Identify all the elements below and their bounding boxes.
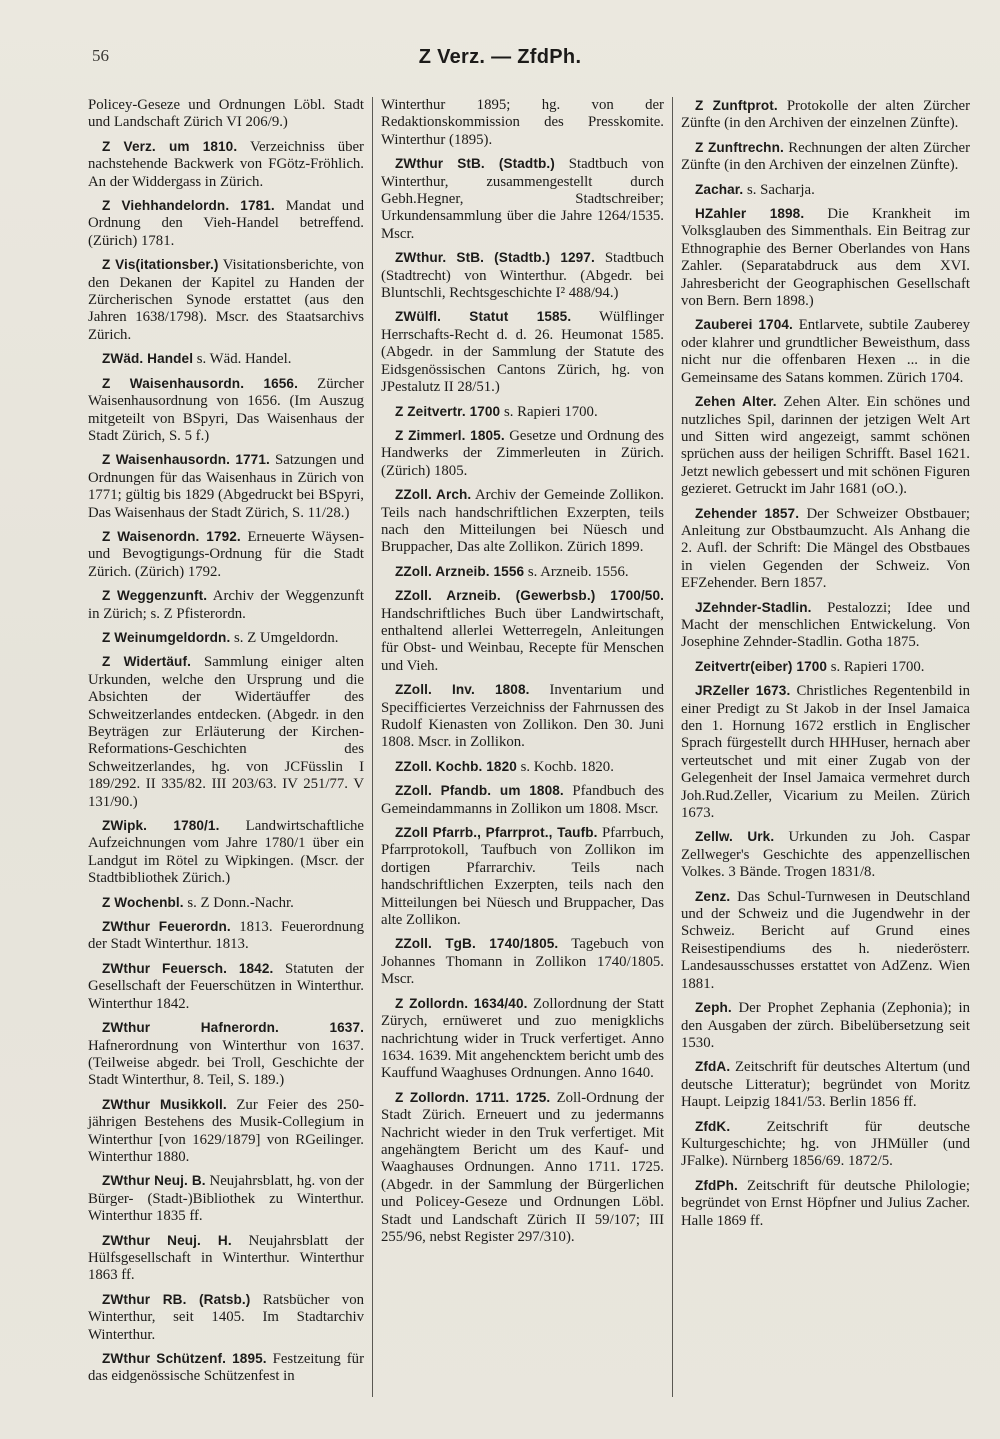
column-rule bbox=[672, 97, 673, 1397]
dictionary-entry bbox=[381, 308, 664, 396]
entry-headword: ZfdK. bbox=[695, 1118, 731, 1134]
entry-text: Die Krankheit im Volksglauben des Simmenthals. Ein Beitrag zur Ethnographie des Berner Oberlandes von Hans Zahler. (Separatabdruck aus dem XVI. Jahresbericht der Geographischen Gesellschaft von Bern. Bern 1898.) bbox=[681, 206, 970, 310]
column-2 bbox=[381, 97, 664, 1397]
dictionary-entry bbox=[381, 587, 664, 675]
entry-headword: Z Zunftrechn. bbox=[695, 139, 784, 155]
entry-text: s. Kochb. 1820. bbox=[520, 758, 614, 775]
dictionary-entry bbox=[381, 249, 664, 302]
dictionary-entry bbox=[88, 960, 364, 1013]
entry-text: Zeitschrift für deutsche Philologie; begründet von Ernst Höpfner und Julius Zacher. Halle 1869 ff. bbox=[681, 1177, 970, 1229]
entry-text: Verzeichniss über nachstehende Backwerk von FGötz-Fröhlich. An der Widdergass in Zürich. bbox=[88, 138, 364, 190]
column-3 bbox=[681, 97, 970, 1397]
entry-text: Archiv der Gemeinde Zollikon. Teils nach handschriftlichen Exzerpten, teils nach den Mitteilungen bei Nüesch und Bruppacher, Das alte Zollikon. Zürich 1899. bbox=[381, 487, 664, 556]
entry-headword: Z Weinumgeldordn. bbox=[102, 629, 231, 645]
entry-text: Zeitschrift für deutsche Kulturgeschichte; hg. von JHMüller (und JFalke). Nürnberg 1856/69. 1872/5. bbox=[681, 1118, 970, 1170]
dictionary-entry bbox=[681, 658, 970, 676]
dictionary-entry bbox=[381, 758, 664, 776]
dictionary-entry bbox=[681, 682, 970, 822]
dictionary-entry bbox=[681, 828, 970, 881]
dictionary-entry bbox=[88, 894, 364, 912]
entry-headword: Zauberei 1704. bbox=[695, 317, 793, 333]
entry-text: s. Rapieri 1700. bbox=[830, 658, 925, 675]
entry-headword: Z Zollordn. 1711. 1725. bbox=[395, 1089, 551, 1105]
entry-headword: Z Zollordn. 1634/40. bbox=[395, 995, 528, 1011]
entry-headword: Zehen Alter. bbox=[695, 394, 777, 410]
entry-text: Ratsbücher von Winterthur, seit 1405. Im Stadtarchiv Winterthur. bbox=[88, 1291, 364, 1343]
entry-headword: Z Viehhandelordn. 1781. bbox=[102, 198, 275, 214]
entry-text: Rechnungen der alten Zürcher Zünfte (in den Archiven der einzelnen Zünfte). bbox=[681, 139, 970, 174]
entry-text: Das Schul-Turnwesen in Deutschland und der Schweiz und die Jugendwehr in der Schweiz. Bericht auf Grund eines Reisestipendiums des h. niederösterr. Landesausschusses erstattet von AdZenz. Wien 1881. bbox=[681, 888, 971, 992]
entry-headword: ZWäd. Handel bbox=[102, 351, 194, 367]
entry-headword: ZfdPh. bbox=[695, 1177, 738, 1193]
entry-headword: ZfdA. bbox=[695, 1059, 731, 1075]
entry-text: Zur Feier des 250-jährigen Bestehens des Musik-Collegium in Winterthur [von 1629/1879] von RGeilinger. Winterthur 1880. bbox=[88, 1096, 364, 1165]
column-rule bbox=[372, 97, 373, 1397]
entry-text: 1813. Feuerordnung der Stadt Winterthur. 1813. bbox=[88, 919, 364, 953]
dictionary-entry bbox=[681, 393, 970, 498]
dictionary-entry bbox=[88, 629, 364, 647]
dictionary-entry bbox=[681, 181, 970, 199]
entry-text: Zollordnung der Statt Zürych, ernüweret und zuo menigklichs nachrichtung wider in Truck verfertiget. Anno 1634. 1639. Mit angehencktem bericht umb des Kauffund Waaghuses Ordnungen. Anno 1640. bbox=[381, 995, 664, 1082]
entry-headword: ZWthur RB. (Ratsb.) bbox=[102, 1291, 251, 1307]
entry-headword: Z Widertäuf. bbox=[102, 654, 191, 670]
entry-headword: ZWthur StB. (Stadtb.) bbox=[395, 156, 555, 172]
columns bbox=[88, 97, 971, 1397]
dictionary-entry bbox=[381, 403, 664, 421]
dictionary-entry bbox=[88, 350, 364, 368]
entry-headword: Zenz. bbox=[695, 888, 731, 904]
dictionary-entry bbox=[381, 824, 664, 929]
entry-text: Visitationsberichte, von den Dekanen der Kapitel zu Handen der Zürcherischen Synode erstattet (aus den Jahren 1638/1798). Mscr. des Staatsarchivs Zürich. bbox=[88, 257, 364, 343]
page-number: 56 bbox=[92, 46, 109, 65]
dictionary-entry bbox=[88, 918, 364, 954]
entry-headword: ZZoll Pfarrb., Pfarrprot., Taufb. bbox=[395, 825, 598, 841]
entry-text: Zürcher Waisenhausordnung von 1656. (Im Auszug mitgeteilt von BSpyri, Das Waisenhaus der Stadt Zürich, S. 5 f.) bbox=[88, 375, 364, 444]
dictionary-entry bbox=[681, 1118, 970, 1171]
entry-text: Zoll-Ordnung der Stadt Zürich. Erneuert und zu jedermanns Nachricht wieder in den Truk verfertiget. Mit angehängtem Bericht um des Kauf- und Waaghauses Ordnungen. Anno 1711. 1725. (Abgedr. in der Sammlung der Bürgerlichen und Policey-Geseze und Ordnungen Löbl. Stadt und Landschaft Zürich II 59/107; III 255/96, nebst Register 297/310). bbox=[381, 1089, 664, 1245]
entry-headword: ZZoll. Pfandb. um 1808. bbox=[395, 783, 564, 799]
dictionary-entry bbox=[381, 563, 664, 581]
dictionary-entry bbox=[681, 316, 970, 387]
entry-text: Sammlung einiger alten Urkunden, welche den Ursprung und die Absichten der Widertäuffer des Schweitzerlandes entdecken. (Abgedr. in den Beyträgen zur Erläuterung der Kirchen-Reformations-Geschichten des Schweitzerlandes, hg. von JCFüsslin I 189/292. II 335/82. III 203/63. IV 251/77. V 131/90.) bbox=[88, 654, 364, 810]
entry-headword: Z Verz. um 1810. bbox=[102, 138, 238, 154]
dictionary-entry bbox=[681, 1058, 970, 1111]
entry-text: Satzungen und Ordnungen für das Waisenhaus in Zürich von 1771; gültig bis 1829 (Abgedruckt bei BSpyri, Das Waisenhaus der Stadt Zürich, S. 11/28.) bbox=[88, 452, 364, 521]
dictionary-entry bbox=[681, 97, 970, 133]
entry-headword: Z Zeitvertr. 1700 bbox=[395, 403, 501, 419]
dictionary-entry bbox=[681, 505, 970, 593]
entry-text: Der Prophet Zephania (Zephonia); in den Ausgaben der zürch. Bibelübersetzung seit 1530. bbox=[681, 1000, 970, 1051]
entry-text: Tagebuch von Johannes Thomann in Zollikon 1740/1805. Mscr. bbox=[381, 936, 664, 988]
entry-text: Handschriftliches Buch über Landwirtschaft, enthaltend allerlei Wetterregeln, Anleitungen für Obst- und Weinbau, Recepte für Menschen und Vieh. bbox=[381, 605, 664, 674]
entry-text: Wülflinger Herrschafts-Recht d. d. 26. Heumonat 1585. (Abgedr. in der Sammlung der Statute des Eidsgenössischen Cantons Zürich, hg. von JPestalutz II 28/51.) bbox=[381, 309, 664, 396]
entry-text: Urkunden zu Joh. Caspar Zellweger's Geschichte des appenzellischen Volkes. 3 Bände. Trogen 1831/8. bbox=[681, 829, 970, 881]
dictionary-entry bbox=[88, 97, 364, 132]
dictionary-entry bbox=[88, 1172, 364, 1225]
entry-text: Erneuerte Wäysen- und Bevogtigungs-Ordnung für die Stadt Zürich. (Zürich) 1792. bbox=[88, 528, 365, 580]
entry-headword: ZWthur Neuj. H. bbox=[102, 1232, 232, 1248]
entry-headword: ZWthur Neuj. B. bbox=[102, 1173, 206, 1189]
entry-text: s. Sacharja. bbox=[747, 181, 815, 198]
entry-headword: Z Waisenordn. 1792. bbox=[102, 528, 241, 544]
entry-headword: Z Waisenhausordn. 1771. bbox=[102, 452, 270, 468]
entry-text: Landwirtschaftliche Aufzeichnungen vom Jahre 1780/1 über ein Landgut im Rötel zu Wipkingen. (Mscr. der Stadtbibliothek Zürich.) bbox=[88, 818, 364, 887]
dictionary-entry bbox=[381, 782, 664, 818]
entry-text: Zehen Alter. Ein schönes und nutzliches Spil, darinnen der jetzigen Welt Art und Sitten wird angezeigt, sammt schönen sprüchen auss der heiligen Schrifft. Basel 1621. Jetzt newlich gebessert und mit schönen Figuren gezieret. Getruckt im Jahr 1681 (oO.). bbox=[681, 394, 970, 498]
entry-text: Archiv der Weggenzunft in Zürich; s. Z Pfisterordn. bbox=[88, 588, 364, 622]
dictionary-entry bbox=[381, 155, 664, 243]
entry-text: Christliches Regentenbild in einer Predigt zu St Jakob in der Insel Jamaica den 1. Hornung 1672 erstlich in Englischer Sprach fürgestellt durch HHHuser, hernach aber verteutschet und mit einer Zugab von der Gelegenheit der Insel Jamaica vermehret durch Joh.Rud.Zeller, Vicarium zu Meilen. Zürich 1673. bbox=[681, 683, 970, 822]
entry-text: Protokolle der alten Zürcher Zünfte (in den Archiven der einzelnen Zünfte). bbox=[681, 98, 971, 132]
entry-text: Festzeitung für das eidgenössische Schützenfest in bbox=[88, 1351, 365, 1385]
entry-headword: JZehnder-Stadlin. bbox=[695, 599, 812, 615]
dictionary-entry bbox=[381, 995, 664, 1083]
entry-text: Stadtbuch (Stadtrecht) von Winterthur. (Abgedr. bei Bluntschli, Rechtsgeschichte I² 488/94.) bbox=[381, 250, 664, 302]
entry-text: Winterthur 1895; hg. von der Redaktionskommission des Presskomite. Winterthur (1895). bbox=[381, 97, 664, 148]
dictionary-entry bbox=[88, 1232, 364, 1285]
entry-text: Inventarium und Specifficiertes Verzeichniss der Fahrnussen des Rudolf Kienasten von Zollikon. Den 30. Juni 1808. Mscr. in Zollikon. bbox=[381, 682, 664, 751]
entry-headword: Z Waisenhausordn. 1656. bbox=[102, 375, 298, 391]
entry-text: Mandat und Ordnung den Vieh-Handel betreffend. (Zürich) 1781. bbox=[88, 198, 364, 249]
dictionary-entry bbox=[88, 587, 364, 623]
entry-text: Stadtbuch von Winterthur, zusammengestellt durch Gebh.Hegner, Stadtschreiber; Urkundensammlung über die Jahre 1264/1535. Mscr. bbox=[381, 156, 664, 242]
entry-headword: HZahler 1898. bbox=[695, 206, 805, 222]
dictionary-entry bbox=[88, 1019, 364, 1090]
entry-text: s. Z Umgeldordn. bbox=[234, 629, 339, 646]
entry-headword: Zehender 1857. bbox=[695, 505, 800, 521]
entry-text: Statuten der Gesellschaft der Feuerschützen in Winterthur. Winterthur 1842. bbox=[88, 960, 364, 1012]
entry-text: Pfandbuch des Gemeindammanns in Zollikon um 1808. Mscr. bbox=[381, 783, 664, 817]
dictionary-entry bbox=[681, 888, 970, 993]
entry-headword: ZWthur Feuerordn. bbox=[102, 919, 231, 935]
entry-text: s. Z Donn.-Nachr. bbox=[187, 894, 294, 911]
entry-headword: Z Wochenbl. bbox=[102, 894, 184, 910]
entry-headword: ZWthur Schützenf. 1895. bbox=[102, 1351, 267, 1366]
entry-text: Gesetze und Ordnung des Handwerks der Zimmerleuten in Zürich. (Zürich) 1805. bbox=[381, 427, 664, 479]
entry-headword: ZZoll. Arch. bbox=[395, 487, 472, 503]
entry-text: Policey-Geseze und Ordnungen Löbl. Stadt und Landschaft Zürich VI 206/9.) bbox=[88, 97, 364, 131]
entry-text: s. Arzneib. 1556. bbox=[527, 563, 629, 580]
entry-text: Neujahrsblatt der Hülfsgesellschaft in Winterthur. Winterthur 1863 ff. bbox=[88, 1232, 365, 1284]
entry-headword: Z Vis(itationsber.) bbox=[102, 257, 219, 273]
entry-text: s. Wäd. Handel. bbox=[196, 351, 292, 368]
entry-headword: Z Zimmerl. 1805. bbox=[395, 427, 505, 443]
dictionary-entry bbox=[381, 935, 664, 988]
dictionary-entry bbox=[88, 817, 364, 888]
dictionary-entry bbox=[88, 1350, 364, 1386]
dictionary-entry bbox=[88, 256, 364, 344]
entry-headword: Zeph. bbox=[695, 1000, 732, 1016]
entry-headword: ZWthur Feuersch. 1842. bbox=[102, 960, 274, 976]
entry-headword: ZZoll. Arzneib. (Gewerbsb.) 1700/50. bbox=[395, 588, 664, 604]
dictionary-entry bbox=[681, 205, 970, 310]
entry-headword: Zachar. bbox=[695, 181, 744, 197]
entry-text: Der Schweizer Obstbauer; Anleitung zur Obstbaumzucht. Als Anhang die 2. Aufl. der Schrift: Die Mängel des Obstbaues in vielen Gegenden der Schweiz. Von EFZehender. Bern 1857. bbox=[681, 505, 970, 592]
dictionary-entry bbox=[381, 97, 664, 149]
dictionary-entry bbox=[381, 427, 664, 480]
entry-headword: ZZoll. Inv. 1808. bbox=[395, 682, 530, 698]
entry-headword: Z Zunftprot. bbox=[695, 98, 778, 113]
dictionary-entry bbox=[381, 681, 664, 752]
entry-text: s. Rapieri 1700. bbox=[503, 403, 598, 420]
entry-text: Entlarvete, subtile Zauberey oder klahrer und grundtlicher Beweisthum, dass nicht nur die offenbaren Hexen ... in die Gemeinsame des Satans kommen. Zürich 1704. bbox=[681, 317, 971, 386]
entry-text: Hafnerordnung von Winterthur von 1637. (Teilweise abgedr. bei Troll, Geschichte der Stadt Winterthur, 8. Teil, S. 189.) bbox=[88, 1037, 364, 1089]
dictionary-entry bbox=[381, 1089, 664, 1247]
dictionary-entry bbox=[681, 999, 970, 1052]
dictionary-entry bbox=[381, 486, 664, 557]
dictionary-entry bbox=[88, 197, 364, 250]
entry-headword: ZZoll. TgB. 1740/1805. bbox=[395, 936, 559, 952]
dictionary-entry bbox=[88, 528, 364, 581]
entry-headword: ZWthur Musikkoll. bbox=[102, 1096, 227, 1112]
entry-headword: ZWthur. StB. (Stadtb.) 1297. bbox=[395, 250, 595, 266]
entry-headword: ZWthur Hafnerordn. 1637. bbox=[102, 1020, 364, 1036]
entry-text: Pestalozzi; Idee und Macht der menschlichen Entwickelung. Von Josephine Zehnder-Stadlin. Gotha 1875. bbox=[681, 599, 970, 651]
dictionary-entry bbox=[88, 1291, 364, 1344]
entry-headword: ZZoll. Kochb. 1820 bbox=[395, 758, 517, 774]
dictionary-entry bbox=[88, 1096, 364, 1167]
entry-headword: ZZoll. Arzneib. 1556 bbox=[395, 563, 525, 579]
dictionary-entry bbox=[681, 599, 970, 652]
entry-text: Neujahrsblatt, hg. von der Bürger- (Stadt-)Bibliothek zu Winterthur. Winterthur 1835 ff. bbox=[88, 1173, 364, 1225]
dictionary-entry bbox=[681, 139, 970, 175]
entry-headword: ZWipk. 1780/1. bbox=[102, 818, 220, 834]
entry-headword: Z Weggenzunft. bbox=[102, 588, 208, 604]
entry-text: Pfarrbuch, Pfarrprotokoll, Taufbuch von Zollikon im dortigen Pfarrarchiv. Teils nach handschriftlichen Exzerpten, teils nach den Mitteilungen bei Nüesch und Bruppacher, Das alte Zollikon. bbox=[381, 825, 664, 929]
dictionary-entry bbox=[88, 653, 364, 811]
column-1 bbox=[88, 97, 364, 1397]
dictionary-entry bbox=[88, 375, 364, 446]
dictionary-entry bbox=[681, 1177, 970, 1230]
entry-text: Zeitschrift für deutsches Altertum (und deutsche Litteratur); begründet von Moritz Haupt. Leipzig 1841/53. Berlin 1856 ff. bbox=[681, 1059, 971, 1111]
entry-headword: Zeitvertr(eiber) 1700 bbox=[695, 658, 828, 674]
entry-headword: Zellw. Urk. bbox=[695, 829, 775, 845]
entry-headword: ZWülfl. Statut 1585. bbox=[395, 309, 572, 325]
running-head: Z Verz. — ZfdPh. bbox=[418, 46, 582, 68]
dictionary-entry bbox=[88, 138, 364, 191]
entry-headword: JRZeller 1673. bbox=[695, 683, 791, 699]
dictionary-entry bbox=[88, 451, 364, 522]
